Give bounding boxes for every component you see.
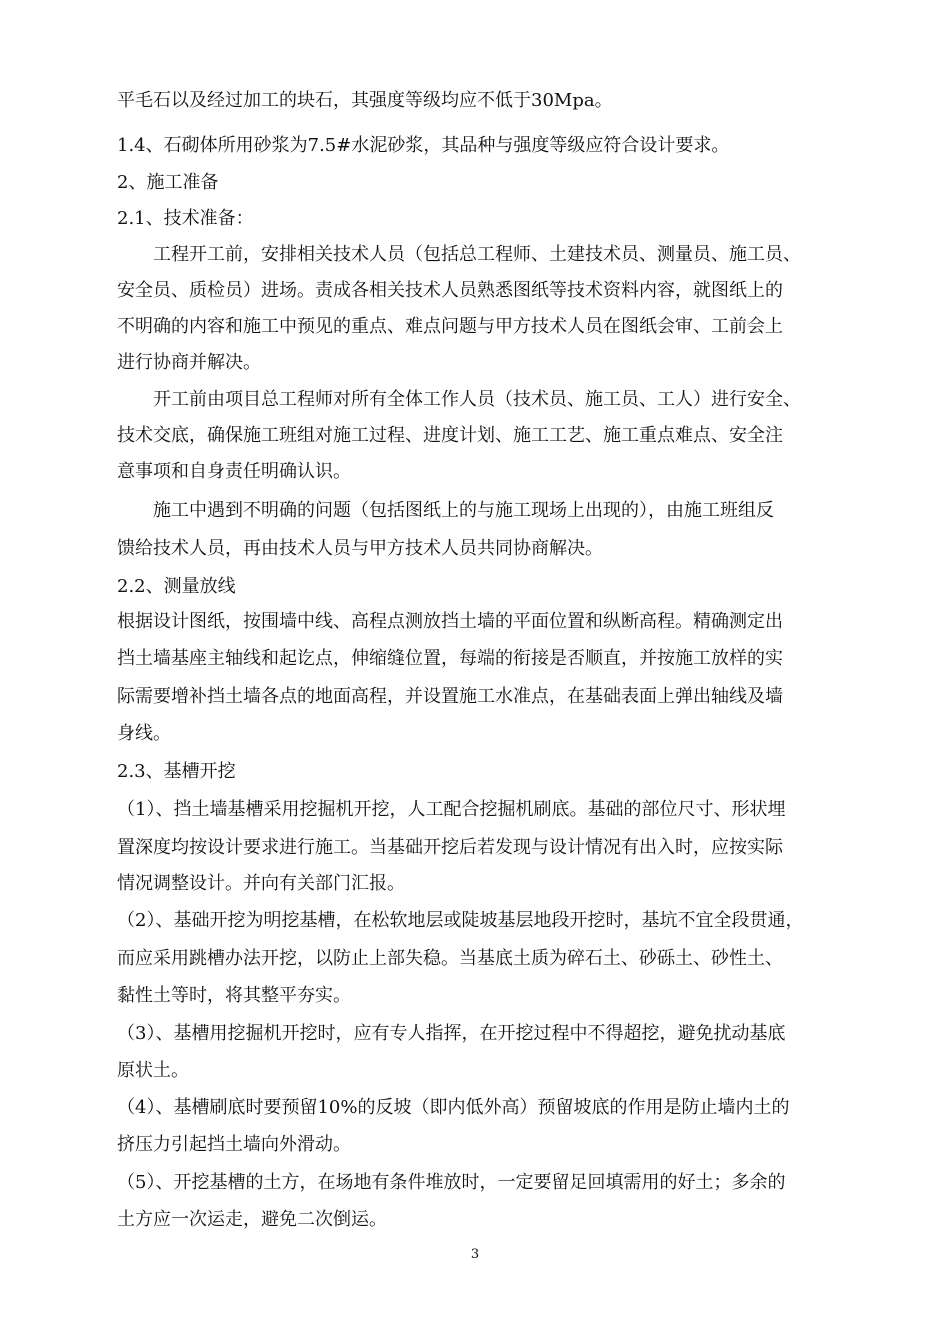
body-text-line: 意事项和自身责任明确认识。 (117, 461, 351, 482)
body-text-line: 置深度均按设计要求进行施工。当基础开挖后若发现与设计情况有出入时，应按实际 (117, 837, 783, 858)
body-text-line: （5）、开挖基槽的土方，在场地有条件堆放时，一定要留足回填需用的好土；多余的 (117, 1172, 786, 1193)
body-text-line: 挤压力引起挡土墙向外滑动。 (117, 1134, 351, 1155)
body-text-line: 不明确的内容和施工中预见的重点、难点问题与甲方技术人员在图纸会审、工前会上 (117, 316, 783, 337)
body-text-line: 挡土墙基座主轴线和起讫点，伸缩缝位置，每端的衔接是否顺直，并按施工放样的实 (117, 648, 783, 669)
subsection-heading: 2.2、测量放线 (117, 576, 236, 597)
body-text-line: 开工前由项目总工程师对所有全体工作人员（技术员、施工员、工人）进行安全、 (153, 389, 801, 410)
body-text-line: 技术交底，确保施工班组对施工过程、进度计划、施工工艺、施工重点难点、安全注 (117, 425, 783, 446)
body-text-line: 际需要增补挡土墙各点的地面高程，并设置施工水准点，在基础表面上弹出轴线及墙 (117, 686, 783, 707)
body-text-line: 身线。 (117, 723, 171, 744)
body-text-line: 而应采用跳槽办法开挖，以防止上部失稳。当基底土质为碎石土、砂砾土、砂性土、 (117, 948, 783, 969)
body-text-line: 土方应一次运走，避免二次倒运。 (117, 1209, 387, 1230)
body-text-line: 馈给技术人员，再由技术人员与甲方技术人员共同协商解决。 (117, 538, 603, 559)
body-text-line: 安全员、质检员）进场。责成各相关技术人员熟悉图纸等技术资料内容，就图纸上的 (117, 280, 783, 301)
subsection-heading: 2.1、技术准备： (117, 208, 254, 229)
body-text-line: （3）、基槽用挖掘机开挖时，应有专人指挥，在开挖过程中不得超挖，避免扰动基底 (117, 1023, 786, 1044)
section-heading: 2、施工准备 (117, 172, 219, 193)
body-text-line: （4）、基槽刷底时要预留10%的反坡（即内低外高）预留坡底的作用是防止墙内土的 (117, 1097, 790, 1118)
page-number: 3 (470, 1247, 480, 1262)
body-text-line: 根据设计图纸，按围墙中线、高程点测放挡土墙的平面位置和纵断高程。精确测定出 (117, 611, 783, 632)
body-text-line: 原状土。 (117, 1060, 189, 1081)
body-text-line: 工程开工前，安排相关技术人员（包括总工程师、土建技术员、测量员、施工员、 (153, 244, 801, 265)
subsection-heading: 2.3、基槽开挖 (117, 761, 236, 782)
body-text-line: 平毛石以及经过加工的块石，其强度等级均应不低于30Mpa。 (117, 90, 613, 111)
body-text-line: 施工中遇到不明确的问题（包括图纸上的与施工现场上出现的），由施工班组反 (153, 500, 774, 521)
body-text-line: 1.4、石砌体所用砂浆为7.5#水泥砂浆，其品种与强度等级应符合设计要求。 (117, 135, 730, 156)
body-text-line: （2）、基础开挖为明挖基槽，在松软地层或陡坡基层地段开挖时，基坑不宜全段贯通， (117, 910, 804, 931)
body-text-line: 黏性土等时，将其整平夯实。 (117, 985, 351, 1006)
body-text-line: 进行协商并解决。 (117, 352, 261, 373)
body-text-line: （1）、挡土墙基槽采用挖掘机开挖，人工配合挖掘机刷底。基础的部位尺寸、形状埋 (117, 799, 786, 820)
body-text-line: 情况调整设计。并向有关部门汇报。 (117, 873, 405, 894)
